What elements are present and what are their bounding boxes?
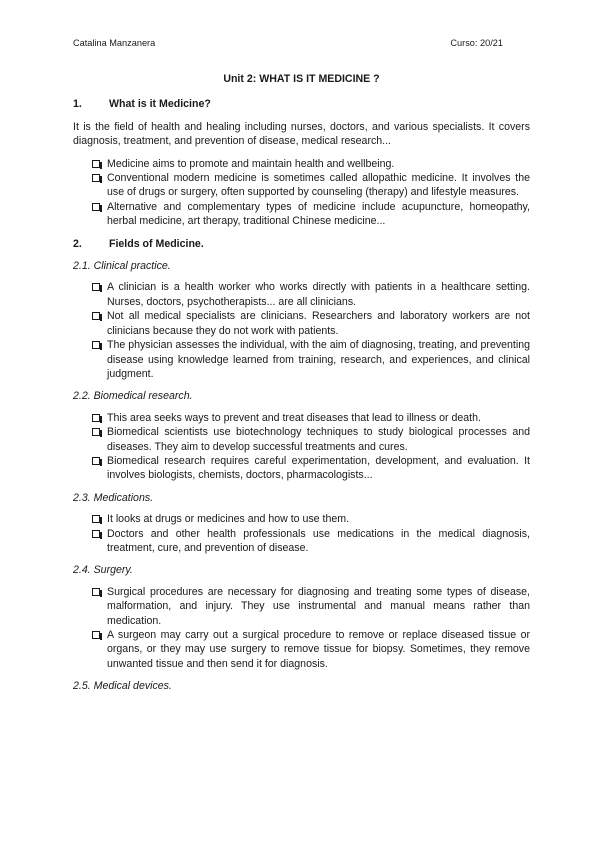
section-heading-1 xyxy=(73,97,530,111)
list-item-text: Surgical procedures are necessary for diagnosing and treating some types of disease, malformation, and injury. They use instrumental and manual means rather than medication. xyxy=(107,585,530,627)
list-item-text: Conventional modern medicine is sometimes called allopathic medicine. It involves the use of drugs or surgery, often supported by counseling (therapy) and lifestyle measures. xyxy=(107,172,530,199)
header-course: Curso: 20/21 xyxy=(450,38,503,48)
section-title: What is it Medicine? xyxy=(109,98,211,111)
page-title: Unit 2: WHAT IS IT MEDICINE ? xyxy=(223,73,380,85)
section-number: 1. xyxy=(73,98,82,111)
list-item-text: The physician assesses the individual, with the aim of diagnosing, treating, and preventing disease using knowledge learned from training, research, and experiences, and clinical judgment. xyxy=(107,339,530,380)
list-item xyxy=(107,512,530,526)
list-item-text: A surgeon may carry out a surgical procedure to remove or replace diseased tissue or organs, or they may use surgery to remove tissue for biopsy. Sometimes, they remove unwanted tissue and then send it for diagnosis. xyxy=(107,629,530,670)
checkbox-bullet-icon xyxy=(92,631,100,639)
checkbox-bullet-icon xyxy=(92,515,100,523)
section-title: Fields of Medicine. xyxy=(109,237,204,250)
list-item xyxy=(107,200,530,229)
checkbox-bullet-icon xyxy=(92,341,100,349)
list-item-text: Biomedical research requires careful experimentation, development, and evaluation. It involves biologists, chemists, doctors, pharmacologists... xyxy=(107,454,530,482)
bullet-list xyxy=(73,411,530,483)
checkbox-bullet-icon xyxy=(92,203,100,211)
list-item xyxy=(107,280,530,309)
subsection-heading: 2.2. Biomedical research. xyxy=(73,390,193,403)
subsection-heading: 2.1. Clinical practice. xyxy=(73,260,171,273)
subsection-heading: 2.5. Medical devices. xyxy=(73,680,172,693)
list-item xyxy=(107,171,530,200)
section-intro: It is the field of health and healing including nurses, doctors, and various specialists. It covers diagnosis, treatment, and prevention of disease, medical research... xyxy=(73,120,530,148)
subsection-heading: 2.3. Medications. xyxy=(73,491,154,504)
header-author: Catalina Manzanera xyxy=(73,38,156,48)
list-item xyxy=(107,454,530,483)
document-body xyxy=(73,72,530,701)
section-number: 2. xyxy=(73,237,82,250)
list-item xyxy=(107,309,530,338)
list-item xyxy=(107,338,530,381)
bullet-list xyxy=(73,512,530,555)
list-item-text: Biomedical scientists use biotechnology techniques to study biological processes and diseases. They aim to develop successful treatments and cures. xyxy=(107,426,530,453)
bullet-list xyxy=(73,280,530,381)
checkbox-bullet-icon xyxy=(92,457,100,465)
list-item xyxy=(107,411,530,425)
section-heading-2 xyxy=(73,237,530,251)
subsection-heading: 2.4. Surgery. xyxy=(73,564,133,577)
checkbox-bullet-icon xyxy=(92,428,100,436)
checkbox-bullet-icon xyxy=(92,414,100,422)
checkbox-bullet-icon xyxy=(92,530,100,538)
checkbox-bullet-icon xyxy=(92,174,100,182)
checkbox-bullet-icon xyxy=(92,588,100,596)
list-item-text: Medicine aims to promote and maintain health and wellbeing. xyxy=(107,157,395,170)
list-item-text: Not all medical specialists are clinicians. Researchers and laboratory workers are not clinicians because they do not work with patients. xyxy=(107,310,530,337)
list-item xyxy=(107,157,530,171)
list-item xyxy=(107,628,530,671)
checkbox-bullet-icon xyxy=(92,283,100,291)
list-item-text: Doctors and other health professionals use medications in the medical diagnosis, treatment, cure, and prevention of disease. xyxy=(107,527,530,554)
bullet-list xyxy=(73,585,530,671)
checkbox-bullet-icon xyxy=(92,312,100,320)
list-item-text: This area seeks ways to prevent and treat diseases that lead to illness or death. xyxy=(107,411,481,424)
list-item xyxy=(107,585,530,628)
list-item-text: Alternative and complementary types of medicine include acupuncture, homeopathy, herbal medicine, art therapy, traditional Chinese medicine... xyxy=(107,200,530,228)
list-item xyxy=(107,425,530,454)
list-item xyxy=(107,527,530,556)
list-item-text: It looks at drugs or medicines and how to use them. xyxy=(107,513,350,526)
list-item-text: A clinician is a health worker who works directly with patients in a healthcare setting. Nurses, doctors, psychotherapists... are all clinicians. xyxy=(107,281,530,308)
bullet-list xyxy=(73,157,530,229)
checkbox-bullet-icon xyxy=(92,160,100,168)
